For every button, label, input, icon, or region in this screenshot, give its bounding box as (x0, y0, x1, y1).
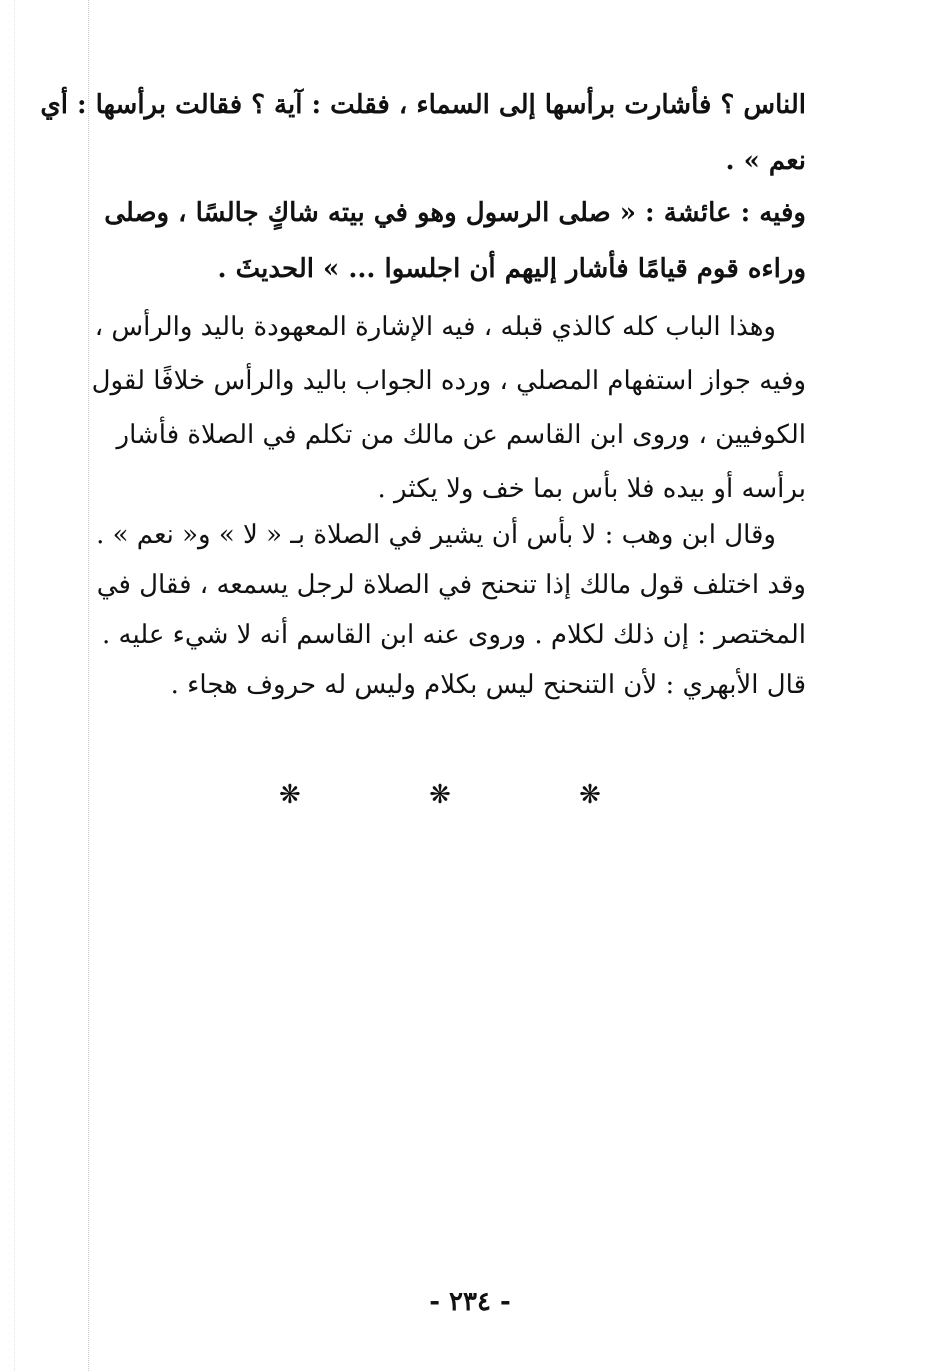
scan-margin-dots (14, 0, 15, 1371)
section-separator: ❋ ❋ ❋ (279, 780, 661, 810)
text-line: قال الأبهري : لأن التنحنح ليس بكلام وليس له حروف هجاء . (170, 670, 806, 700)
text-line: الكوفيين ، وروى ابن القاسم عن مالك من تكلم في الصلاة فأشار (116, 420, 806, 450)
text-line: وهذا الباب كله كالذي قبله ، فيه الإشارة المعهودة باليد والرأس ، (94, 312, 776, 342)
paragraph-3 (91, 312, 806, 530)
text-line: نعم » . (725, 146, 806, 176)
text-line: برأسه أو بيده فلا بأس بما خف ولا يكثر . (377, 474, 806, 504)
scan-margin-line (88, 0, 89, 1371)
text-line: وقال ابن وهب : لا بأس أن يشير في الصلاة بـ « لا » و« نعم » . (96, 520, 776, 550)
text-line: وفيه : عائشة : « صلى الرسول وهو في بيته شاكٍ جالسًا ، وصلى (104, 198, 806, 228)
paragraph-2 (104, 198, 806, 312)
text-line: وراءه قوم قيامًا فأشار إليهم أن اجلسوا ... » الحديثَ . (217, 254, 806, 284)
text-line: وفيه جواز استفهام المصلي ، ورده الجواب باليد والرأس خلافًا لقول (91, 366, 806, 396)
text-line: المختصر : إن ذلك لكلام . وروى عنه ابن القاسم أنه لا شيء عليه . (101, 620, 806, 650)
text-line: الناس ؟ فأشارت برأسها إلى السماء ، فقلت : آية ؟ فقالت برأسها : أي (40, 90, 806, 120)
paragraph-1 (40, 90, 806, 204)
text-line: وقد اختلف قول مالك إذا تنحنح في الصلاة لرجل يسمعه ، فقال في (96, 570, 806, 600)
page-number: - ٢٣٤ - (429, 1287, 511, 1317)
paragraph-4 (96, 520, 806, 722)
